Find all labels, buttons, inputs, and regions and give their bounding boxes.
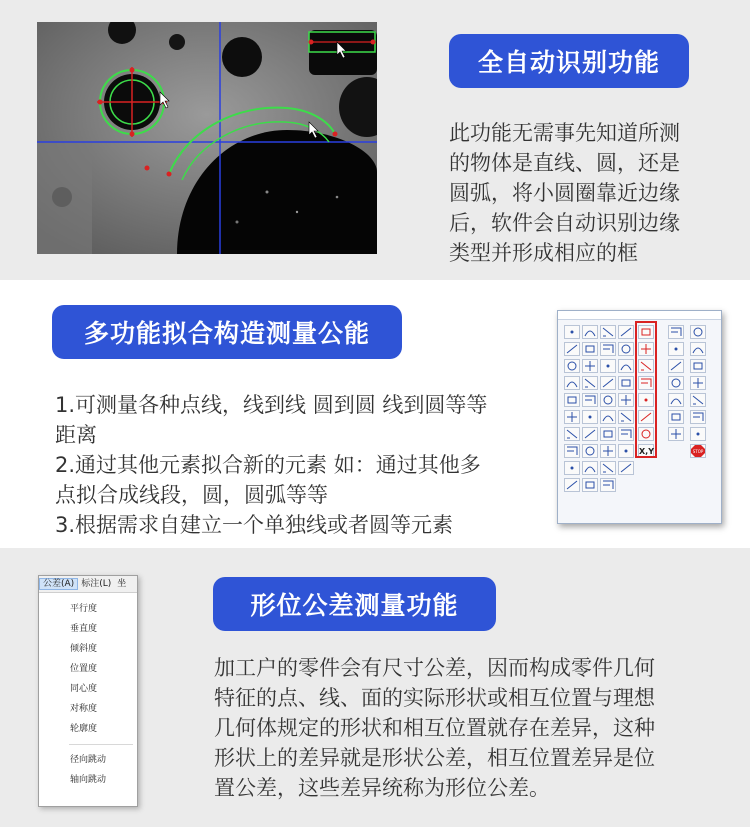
box-tool-icon xyxy=(565,445,579,457)
construction-tool-button[interactable] xyxy=(690,427,706,441)
construction-tool-button[interactable] xyxy=(564,444,580,458)
arc-tool-icon xyxy=(565,377,579,389)
menu-item-axial-runout[interactable]: 轴向跳动 xyxy=(70,775,107,785)
text-line: 的物体是直线、圆，还是 xyxy=(449,151,680,175)
construction-tool-button[interactable] xyxy=(668,427,684,441)
rect-tool-icon xyxy=(691,360,705,372)
diag-tool-icon xyxy=(583,377,597,389)
text-line: 距离 xyxy=(55,423,97,447)
construction-tool-button[interactable] xyxy=(618,410,634,424)
text-line: 1.可测量各种点线，线到线 圆到圆 线到圆等等 xyxy=(55,393,488,417)
construction-tool-button[interactable] xyxy=(690,325,706,339)
menu-item-concentricity[interactable]: 同心度 xyxy=(70,684,98,694)
construction-tool-button[interactable] xyxy=(668,359,684,373)
box-tool-icon xyxy=(583,394,597,406)
menu-item-position[interactable]: 位置度 xyxy=(70,664,98,674)
cross-tool-icon xyxy=(583,360,597,372)
text-line: 特征的点、线、面的实际形状或相互位置与理想 xyxy=(214,686,655,710)
menu-item-profile[interactable]: 轮廓度 xyxy=(70,724,98,734)
construction-tool-button[interactable] xyxy=(690,444,706,458)
text-line: 类型并形成相应的框 xyxy=(449,241,638,265)
construction-tool-palette xyxy=(557,310,722,524)
section2-description xyxy=(55,390,487,540)
construction-tool-button[interactable] xyxy=(668,325,684,339)
construction-tool-button[interactable] xyxy=(618,393,634,407)
construction-tool-button[interactable] xyxy=(618,325,634,339)
construction-tool-button[interactable] xyxy=(582,444,598,458)
circle-tool-icon xyxy=(601,394,615,406)
dot-tool-icon xyxy=(619,445,633,457)
text-line: 此功能无需事先知道所测 xyxy=(449,121,680,145)
construction-tool-button[interactable] xyxy=(690,393,706,407)
circle-tool-icon xyxy=(691,326,705,338)
box-tool-icon xyxy=(601,343,615,355)
arc-tool-icon xyxy=(619,360,633,372)
construction-tool-button[interactable] xyxy=(690,359,706,373)
construction-tool-button[interactable] xyxy=(600,376,616,390)
section3-title: 形位公差测量功能 xyxy=(213,577,496,631)
text-line: 3.根据需求自建立一个单独线或者圆等元素 xyxy=(55,513,454,537)
cross-tool-icon xyxy=(619,394,633,406)
line-tool-icon xyxy=(619,326,633,338)
edge-detection-illustration xyxy=(37,22,377,254)
section1-description xyxy=(449,118,680,268)
line-tool-icon xyxy=(565,343,579,355)
construction-tool-button[interactable] xyxy=(564,393,580,407)
construction-tool-button[interactable] xyxy=(668,393,684,407)
dot-tool-icon xyxy=(601,360,615,372)
construction-tool-button[interactable] xyxy=(618,376,634,390)
text-line: 形状上的差异就是形状公差，相互位置差异是位 xyxy=(214,746,655,770)
menu-tolerance[interactable]: 公差(A) xyxy=(39,578,78,590)
construction-tool-button[interactable] xyxy=(600,427,616,441)
construction-tool-button[interactable] xyxy=(564,359,580,373)
text-line: 后，软件会自动识别边缘 xyxy=(449,211,680,235)
circle-tool-icon xyxy=(565,360,579,372)
construction-tool-button[interactable] xyxy=(564,342,580,356)
rect-tool-icon xyxy=(583,343,597,355)
construction-tool-button[interactable] xyxy=(600,325,616,339)
construction-tool-button[interactable] xyxy=(582,376,598,390)
line-tool-icon xyxy=(565,479,579,491)
text-line: 加工户的零件会有尺寸公差，因而构成零件几何 xyxy=(214,656,655,680)
construction-tool-button[interactable] xyxy=(668,410,684,424)
dot-tool-icon xyxy=(583,411,597,423)
cross-tool-icon xyxy=(601,445,615,457)
construction-tool-button[interactable] xyxy=(564,427,580,441)
diag-tool-icon xyxy=(691,394,705,406)
stop-icon xyxy=(691,445,705,457)
construction-tool-button[interactable] xyxy=(600,410,616,424)
construction-tool-button[interactable] xyxy=(582,461,598,475)
line-tool-icon xyxy=(601,377,615,389)
tolerance-menu xyxy=(38,575,138,807)
construction-tool-button[interactable]: X,Y xyxy=(638,444,654,458)
construction-tool-button[interactable] xyxy=(618,444,634,458)
construction-tool-button[interactable] xyxy=(618,461,634,475)
construction-tool-button[interactable] xyxy=(690,342,706,356)
construction-tool-button[interactable] xyxy=(600,444,616,458)
construction-tool-button[interactable] xyxy=(690,410,706,424)
construction-tool-button[interactable] xyxy=(582,325,598,339)
text-line: 2.通过其他元素拟合新的元素 如：通过其他多 xyxy=(55,453,481,477)
arc-tool-icon xyxy=(601,411,615,423)
box-tool-icon xyxy=(691,411,705,423)
arc-tool-icon xyxy=(583,326,597,338)
text-line: 几何体规定的形状和相互位置就存在差异，这种 xyxy=(214,716,655,740)
box-tool-icon xyxy=(619,428,633,440)
construction-tool-button[interactable] xyxy=(564,410,580,424)
menu-item-radial-runout[interactable]: 径向跳动 xyxy=(70,755,107,765)
dot-tool-icon xyxy=(565,462,579,474)
diag-tool-icon xyxy=(619,411,633,423)
construction-tool-button[interactable] xyxy=(618,359,634,373)
construction-tool-button[interactable] xyxy=(564,325,580,339)
menu-annotation[interactable]: 标注(L) xyxy=(81,579,112,589)
rect-tool-icon xyxy=(619,377,633,389)
dot-tool-icon xyxy=(669,343,683,355)
rect-tool-icon xyxy=(565,394,579,406)
construction-tool-button[interactable] xyxy=(600,393,616,407)
line-tool-icon xyxy=(583,428,597,440)
construction-tool-button[interactable] xyxy=(582,478,598,492)
construction-tool-button[interactable] xyxy=(618,427,634,441)
circle-tool-icon xyxy=(619,343,633,355)
construction-tool-button[interactable] xyxy=(668,376,684,390)
arc-tool-icon xyxy=(691,343,705,355)
line-tool-icon xyxy=(669,360,683,372)
construction-tool-button[interactable] xyxy=(582,359,598,373)
cross-tool-icon xyxy=(565,411,579,423)
diag-tool-icon xyxy=(601,462,615,474)
box-tool-icon xyxy=(601,479,615,491)
rect-tool-icon xyxy=(669,411,683,423)
construction-tool-button[interactable] xyxy=(582,342,598,356)
section1-title: 全自动识别功能 xyxy=(449,34,689,88)
text-line: 置公差，这些差异统称为形位公差。 xyxy=(214,776,550,800)
menu-separator xyxy=(69,744,133,745)
construction-tool-button[interactable] xyxy=(582,410,598,424)
arc-tool-icon xyxy=(669,394,683,406)
cross-tool-icon xyxy=(669,428,683,440)
diag-tool-icon xyxy=(601,326,615,338)
highlighted-tool-column xyxy=(635,321,657,458)
measurement-camera-image xyxy=(37,22,377,254)
dot-tool-icon xyxy=(565,326,579,338)
construction-tool-button[interactable] xyxy=(564,478,580,492)
menu-coordinate[interactable]: 坐 xyxy=(117,579,127,589)
arc-tool-icon xyxy=(583,462,597,474)
text-line: 圆弧，将小圆圈靠近边缘 xyxy=(449,181,680,205)
construction-tool-button[interactable] xyxy=(564,461,580,475)
construction-tool-button[interactable] xyxy=(600,359,616,373)
menu-item-angularity[interactable]: 倾斜度 xyxy=(70,644,98,654)
diag-tool-icon xyxy=(565,428,579,440)
rect-tool-icon xyxy=(583,479,597,491)
box-tool-icon xyxy=(669,326,683,338)
stop-label: STOP xyxy=(692,449,704,454)
circle-tool-icon xyxy=(583,445,597,457)
cross-tool-icon xyxy=(691,377,705,389)
rect-tool-icon xyxy=(601,428,615,440)
line-tool-icon xyxy=(619,462,633,474)
construction-tool-button[interactable] xyxy=(600,461,616,475)
menu-bar xyxy=(39,576,137,593)
circle-tool-icon xyxy=(669,377,683,389)
construction-tool-button[interactable] xyxy=(582,393,598,407)
menu-item-symmetry[interactable]: 对称度 xyxy=(70,704,98,714)
section3-description xyxy=(214,653,655,803)
menu-item-perpendicularity[interactable]: 垂直度 xyxy=(70,624,98,634)
section2-title: 多功能拟合构造测量公能 xyxy=(52,305,402,359)
construction-tool-button[interactable] xyxy=(600,478,616,492)
text-line: 点拟合成线段，圆，圆弧等等 xyxy=(55,483,328,507)
construction-tool-button[interactable] xyxy=(582,427,598,441)
dot-tool-icon xyxy=(691,428,705,440)
construction-tool-button[interactable] xyxy=(690,376,706,390)
construction-tool-button[interactable] xyxy=(600,342,616,356)
construction-tool-button[interactable] xyxy=(618,342,634,356)
construction-tool-button[interactable] xyxy=(668,342,684,356)
construction-tool-button[interactable] xyxy=(564,376,580,390)
menu-item-parallelism[interactable]: 平行度 xyxy=(70,604,98,614)
